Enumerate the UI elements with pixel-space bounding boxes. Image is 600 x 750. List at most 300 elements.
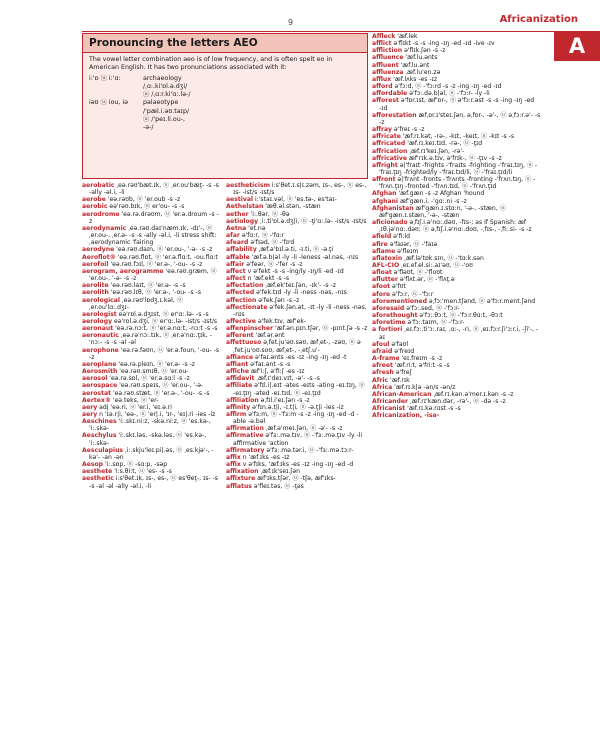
entry-pronunciation: ə'flʌt.ər, ⓤ -'flʌţ.ə [397, 276, 455, 284]
dictionary-entry [226, 368, 368, 375]
entry-pronunciation: 'æf.lu.ənts [403, 54, 438, 62]
entry-headword: afflux [372, 75, 392, 83]
entry-column-3 [372, 33, 542, 419]
entry-pronunciation: ə'fɪəd, ⓤ -'fɪrd [248, 239, 295, 247]
entry-headword: affluent [372, 61, 399, 69]
dictionary-entry [372, 40, 542, 47]
entry-pronunciation: 'æf.lek [395, 33, 418, 40]
entry-pronunciation: ˌæf.ə'meɪ.ʃən, ⓤ -ə'- -s -z [263, 425, 343, 433]
page-number: 9 [288, 18, 294, 27]
entry-headword: aflatoxin [372, 254, 403, 262]
entry-pronunciation: æf'i:ʃ, ə'fi:ʃ -es -ɪz [249, 368, 305, 376]
dictionary-entry [372, 112, 542, 126]
entry-pronunciation: 'eə.rə.fəʊn, ⓤ 'er.ə.foun, '-ou- -s -z [89, 346, 220, 361]
entry-headword: aforetime [372, 319, 406, 327]
dictionary-entry [226, 475, 368, 482]
entry-pronunciation: 'eə.rəʊ.stæt, ⓤ 'er.ə-, '-ou- -s -s [111, 389, 210, 397]
dictionary-entry [82, 390, 220, 397]
entry-headword: aerology [82, 317, 113, 325]
entry-pronunciation: adj 'eə.ri, ⓤ 'er.i, 'eɪ.ə.ri [97, 403, 173, 411]
entry-pronunciation: ə'fleɪ.təs, ⓤ -ţəs [251, 482, 304, 490]
entry-pronunciation: ˌeə.rəʊ'bæt.ɪk, ⓤ ˌer.ou'bæţ- -s -s -ally -əl.i, -li [89, 182, 219, 197]
entry-headword: afield [372, 233, 392, 241]
entry-headword: afresh [372, 369, 394, 377]
entry-pronunciation: 'eə.rəʊ.flɒt, ⓤ 'er.ə.flɑ:t, -ou.flɑ:t [115, 253, 218, 261]
entry-pronunciation: ə'fleɪm [395, 247, 419, 255]
entry-headword: affidavit [226, 375, 255, 383]
entry-headword: Afghanistan [372, 204, 414, 212]
dictionary-entry [372, 355, 542, 362]
panel-row [89, 83, 361, 91]
entry-headword: aforesaid [372, 304, 405, 312]
dictionary-entry [372, 162, 542, 176]
dictionary-entry [226, 203, 368, 210]
entry-headword: aeronautic [82, 332, 119, 340]
dictionary-entry [372, 190, 542, 197]
entry-headword: affair [226, 260, 245, 268]
entry-headword: aforementioned [372, 297, 427, 305]
dictionary-entry [372, 248, 542, 255]
entry-headword: affiche [226, 368, 249, 376]
entry-headword: affright [372, 161, 398, 169]
panel-row-example: palaeotype [143, 99, 179, 107]
entry-pronunciation: ə|'fraɪt -frights -'fraɪts -frighting -'fraɪ.tɪŋ, ⓤ -'fraɪ.ţɪŋ -frighted/ly -'fraɪ.tɪd/li, ⓤ -'fraɪ.ţɪd/li [379, 161, 538, 176]
dictionary-entry [226, 411, 368, 425]
dictionary-entry [226, 196, 368, 203]
entry-pronunciation: 'æf.rɪ.kət, -rə-, -kɪt, -keɪt, ⓤ -kɪt -s -s [400, 133, 515, 141]
panel-row [89, 124, 361, 132]
entry-pronunciation: ə'fɜ:.mə.tɪv, ⓤ -'fɜ:.mə.ţɪv -ly -li affirmative 'action [233, 432, 363, 447]
entry-headword: aerosol [82, 375, 108, 383]
entry-headword: Aerosmith [82, 368, 118, 376]
dictionary-entry [82, 203, 220, 210]
running-head: Africanization [499, 14, 578, 25]
entry-pronunciation: ə'fɒr.ɪst, æf'ɒr-, ⓤ ə'fɔ:r.əst -s -s -ing -ɪŋ -ed -ɪd [379, 97, 535, 112]
entry-pronunciation: æf'rɪk.ə.tɪv, ə'frɪk-, ⓤ -ţɪv -s -z [406, 154, 502, 162]
dictionary-entry [82, 361, 220, 368]
dictionary-entry [82, 347, 220, 361]
entry-pronunciation: 'æf.lʌks -es -ɪz [391, 75, 438, 83]
entry-pronunciation: 'eə.rəʊ.speɪs, ⓤ 'er.ou-, '-ə- [117, 382, 204, 390]
entry-pronunciation: n 'æf.ɪks -es -ɪz [240, 453, 290, 461]
entry-headword: affluenza [372, 68, 404, 76]
dictionary-entry [372, 412, 542, 419]
entry-headword: afflict [372, 40, 392, 48]
entry-pronunciation: eə'rɒl.ə.dʒɪst, ⓤ er'ɑ:.lə- -s -s [116, 310, 209, 318]
entry-headword: afire [372, 240, 388, 248]
entry-headword: aery [82, 403, 98, 411]
entry-pronunciation: 'æf.rɪk [388, 376, 410, 384]
entry-headword: Aetna [226, 224, 247, 232]
dictionary-entry [82, 289, 220, 296]
entry-pronunciation: ə'fek.tɪd -ly -li -ness -nəs, -nɪs [254, 289, 347, 297]
entry-headword: afforest [372, 97, 399, 105]
dictionary-entry [82, 432, 220, 446]
dictionary-entry [226, 483, 368, 490]
dictionary-entry [372, 219, 542, 233]
entry-pronunciation: ə'faʊl [389, 340, 409, 348]
entry-headword: a fortiori [372, 326, 403, 334]
entry-pronunciation: i:'staɪ.vəl, ⓤ 'es.tə-, es'taɪ- [253, 196, 337, 204]
entry-pronunciation: ˌæf.rɪ'kæn.dər, -rə'-, ⓤ -də -s -z [408, 397, 506, 405]
dictionary-entry [82, 332, 220, 346]
entry-headword: affluence [372, 54, 404, 62]
entry-pronunciation: ˌeə.rəʊ.daɪ'næm.ɪk, -dɪ'-, ⓤ ˌer.ou-, ˌer.ə- -s -s -ally -əl.i, -li stress shift: ˌaerodynamic 'fairing [89, 224, 217, 247]
entry-headword: aflame [372, 247, 396, 255]
entry-headword: aerodynamic [82, 224, 127, 232]
entry-headword: affect [226, 267, 246, 275]
dictionary-entry [372, 326, 542, 340]
entry-headword: affectation [226, 282, 264, 290]
entry-headword: aerodrome [82, 210, 120, 218]
entry-pronunciation: ə'faɪ.ənt -s -s [248, 360, 291, 368]
entry-pronunciation: æf'ɪks.tʃər, ⓤ -tʃə, æf'ɪks- [255, 475, 336, 483]
dictionary-entry [82, 211, 220, 225]
dictionary-entry [372, 255, 542, 262]
entry-pronunciation: ˌi:.ti'ɒl.ə.dʒ|i, ⓤ -ţi'ɑ:.lə- -ist/s -ɪst/s [258, 217, 367, 225]
entry-headword: Africanization, -isa- [372, 412, 440, 420]
entry-pronunciation: 'eə.teks, ⓤ 'er- [110, 396, 159, 404]
entry-headword: affability [226, 246, 257, 254]
entry-pronunciation: ˌi:.skju'leɪ.pi|.əs, ⓤ ˌes.kjə'-, -kə'- -an -ən [89, 446, 214, 461]
entry-pronunciation: ə'freʃ [393, 369, 412, 377]
entry-headword: aerolith [82, 289, 109, 297]
entry-headword: Africanist [372, 405, 406, 413]
entry-pronunciation: ə'freɪd [392, 347, 415, 355]
entry-headword: afar [226, 232, 240, 240]
dictionary-entry [226, 268, 368, 275]
panel-row-example: archaeology [143, 74, 182, 82]
entry-pronunciation: ə'freɪ -s -z [391, 126, 425, 134]
entry-pronunciation: eə'rɒl.ə.dʒi, ⓤ er'ɑ:.lə- -ist/s -ɪst/s [112, 317, 218, 325]
entry-headword: AFL-CIO [372, 262, 400, 269]
entry-pronunciation: ə'fek.ʃən.ət, -ɪt -ly -li -ness -nəs, -nɪs [233, 303, 367, 318]
entry-headword: Aeschines [82, 418, 117, 426]
entry-pronunciation: ə'fek.tɪv, æf'ek- [255, 317, 307, 325]
entry-headword: aerogram, aerogramme [82, 267, 164, 275]
entry-headword: aerologist [82, 310, 117, 318]
entry-pronunciation: æfˌɒr.ɪ'steɪ.ʃən, əˌfɒr-, -ə'-, ⓤ əˌfɔ:r.ə'- -s -z [379, 111, 541, 126]
panel-row-spelling: iəʊ ⓤ iou, iə [89, 99, 129, 107]
entry-headword: affirm [226, 411, 247, 418]
dictionary-entry [226, 282, 368, 289]
dictionary-entry [226, 361, 368, 368]
entry-pronunciation: əˌfɔ:'men.tʃənd, ⓤ əˈfɔ:r.ment.ʃənd [426, 297, 536, 305]
dictionary-entry [372, 276, 542, 283]
entry-headword: affable [226, 253, 250, 261]
entry-headword: aetiology [226, 217, 259, 225]
entry-pronunciation: 'æf.rɪ.keɪ.tɪd, -rə-, ⓤ -ţɪd [405, 140, 483, 148]
entry-pronunciation: 'eə.rə.sɒl, ⓤ 'er.ə.sɑ:l -s -z [107, 375, 190, 383]
dictionary-entry [372, 148, 542, 155]
entry-pronunciation: ə'flɪkt -s -s -ing -ɪŋ -ed -ɪd -ive -ɪv [391, 40, 495, 48]
panel-row-spelling: i:'ɒ ⓤ i:'ɑ: [89, 74, 121, 82]
dictionary-entry [372, 69, 542, 76]
entry-headword: African-American [372, 390, 432, 398]
dictionary-entry [372, 233, 542, 240]
dictionary-entry [82, 246, 220, 253]
dictionary-entry [226, 254, 368, 261]
entry-headword: affectionate [226, 303, 268, 311]
panel-row-spelling [89, 108, 143, 116]
entry-headword: affirmatory [226, 446, 265, 454]
entry-pronunciation: 'i:.skɪ.ləs, -skə.ləs, ⓤ 'es.kə-, 'i:.skə- [89, 432, 207, 447]
panel-row [89, 116, 361, 124]
entry-headword: aerospace [82, 382, 118, 390]
dictionary-entry [372, 369, 542, 376]
entry-pronunciation: ˌæf.rɪ'keɪ.ʃən, -rə'- [407, 147, 465, 155]
panel-body [83, 53, 367, 136]
entry-headword: Africander [372, 397, 409, 405]
dictionary-entry [82, 311, 220, 318]
entry-pronunciation: i:s'θet.ɪ.s|ɪ.zəm, ɪs-, es-, ⓤ es-, ɪs- -ist/s -ɪst/s [233, 182, 367, 197]
entry-column-2 [226, 182, 368, 490]
dictionary-entry [372, 97, 542, 111]
entry-headword: affix [226, 453, 241, 461]
entry-pronunciation: ə'fɔ:.də.b|əl, ⓤ -'fɔ:r- -ly -li [407, 90, 490, 98]
dictionary-entry [372, 241, 542, 248]
entry-pronunciation: 'eə.rəʊ.fɔɪl, ⓤ 'er.ə-, '-ou- -s -z [108, 260, 203, 268]
entry-pronunciation: 'eə.rə.nɔ:t, ⓤ 'er.ə.nɑ:t, -nɔ:t -s -s [113, 325, 218, 333]
entry-headword: aestival [226, 196, 254, 204]
entry-pronunciation: əˌfet.ju'əʊ.səʊ, æfˌet-, -zəʊ, ⓤ əˌfet.ju'oʊ.soʊ, æfˌet-, -ˌetʃ.u'- [233, 339, 361, 354]
entry-headword: aerobe [82, 196, 106, 204]
dictionary-entry [82, 404, 220, 411]
dictionary-entry [226, 325, 368, 332]
dictionary-entry [372, 405, 542, 412]
entry-pronunciation: 'æf.gæn -s -z Afghan 'hound [396, 190, 485, 198]
dictionary-entry [372, 140, 542, 147]
entry-pronunciation: ə'fi:ld [391, 233, 411, 241]
entry-headword: Aeroflot® [82, 253, 116, 261]
dictionary-entry [82, 182, 220, 196]
dictionary-entry [226, 432, 368, 446]
entry-pronunciation: ˌeə.rəʊ'lɒdʒ.ɪ.kəl, ⓤ ˌer.ou'lɑ:.dʒɪ- [89, 296, 183, 311]
entry-headword: aesthete [82, 468, 113, 476]
entry-headword: Aethelstan [226, 203, 264, 211]
entry-headword: aerodyne [82, 246, 115, 254]
entry-pronunciation: ˌæf.ɪk'seɪ.ʃən [258, 468, 300, 476]
panel-row [89, 91, 361, 99]
entry-headword: affiance [226, 353, 254, 361]
entry-pronunciation: ˌeə.rə'nɔ:.tɪk, ⓤ ˌer.ə'nɑ:.ţɪk, -'nɔ:- -s -s -al -əl [89, 332, 212, 347]
entry-headword: afloat [372, 269, 392, 277]
entry-headword: afreet [372, 362, 393, 370]
entry-pronunciation: 'eɪ.freɪm -s -z [399, 355, 443, 363]
panel-row [89, 108, 361, 116]
entry-pronunciation: ə'fɪl.i|.eɪt -ates -eɪts -ating -eɪ.tɪŋ, ⓤ -eɪ.ţɪŋ -ated -eɪ.tɪd, ⓤ -eɪ.ţɪd [233, 382, 365, 397]
entry-pronunciation: 'eə.rə.pleɪn, ⓤ 'er.ə- -s -z [116, 360, 195, 368]
entry-pronunciation: ə'flɪk.ʃən -s -z [402, 47, 446, 55]
entry-pronunciation: ˌæf.ek'teɪ.ʃən, -ɪk'- -s -z [263, 282, 336, 290]
entry-headword: afore [372, 290, 391, 298]
entry-headword: aerological [82, 296, 120, 304]
dictionary-entry [372, 341, 542, 348]
entry-pronunciation: ə'fɔ:.taɪm, ⓤ -'fɔ:r- [405, 319, 465, 327]
dictionary-entry [82, 268, 220, 282]
entry-headword: affricative [372, 154, 407, 162]
panel-intro: The vowel letter combination aeo is of low frequency, and is often spelt eo in American English. It has two pronunciations associated with it: [89, 56, 333, 72]
panel-row-example: /ˌɑ:.ki'ɒl.ə.dʒi/ [143, 82, 188, 90]
entry-headword: aforethought [372, 312, 418, 320]
dictionary-entry [372, 54, 542, 61]
entry-pronunciation: ə'fɜ:.mə.tər.i, ⓤ -'fɜ:.mə.tɔ:r- [264, 446, 354, 454]
dictionary-entry [226, 182, 368, 196]
entry-headword: affected [226, 289, 255, 297]
entry-headword: affordable [372, 90, 408, 98]
entry-pronunciation: ə'faɪ.ənts -es -ɪz -ing -ɪŋ -ed -t [253, 353, 347, 361]
dictionary-entry [82, 397, 220, 404]
entry-headword: Afghan [372, 190, 397, 198]
dictionary-entry [372, 348, 542, 355]
dictionary-entry [372, 298, 542, 305]
entry-pronunciation: ˌæf.rɪ.kən.ə'mer.ɪ.kən -s -z [431, 390, 514, 398]
entry-headword: Aertex® [82, 396, 111, 404]
entry-pronunciation: ə'fɜ:m, ⓤ -'fɜ:m -s -z -ing -ɪŋ -ed -d -able -ə.bəl [233, 411, 359, 426]
entry-pronunciation: ˌæf.ə'bɪl.ə.ti, -ɪ.ti, ⓤ -ə.ţi [256, 246, 334, 254]
entry-headword: Afric [372, 376, 389, 384]
dictionary-entry [372, 362, 542, 369]
entry-headword: afforestation [372, 111, 417, 119]
dictionary-entry [82, 225, 220, 246]
entry-headword: afferent [226, 332, 254, 340]
dictionary-entry [226, 297, 368, 304]
dictionary-entry [226, 218, 368, 225]
dictionary-entry [226, 382, 368, 396]
panel-row-example: -ə-/ [143, 124, 154, 132]
entry-headword: affliction [372, 47, 403, 55]
entry-headword: aery [82, 411, 98, 418]
entry-pronunciation: 'eə.rəʊb, ⓤ 'er.oub -s -z [105, 196, 181, 204]
panel-row [89, 99, 361, 107]
entry-pronunciation: ˌæf.lə'tɒk.sɪn, ⓤ -'tɑ:k.sən [402, 254, 484, 262]
entry-headword: affective [226, 317, 256, 325]
dictionary-entry [82, 254, 220, 261]
panel-rows [89, 75, 361, 133]
entry-headword: afoot [372, 283, 391, 291]
entry-headword: aether [226, 210, 249, 218]
entry-pronunciation: ə'fek.ʃən -s -z [256, 296, 300, 304]
entry-headword: aflutter [372, 276, 398, 284]
entry-headword: Aeschylus [82, 432, 117, 440]
dictionary-entry [226, 447, 368, 454]
entry-pronunciation: 'æf.ər.ənt [253, 332, 285, 340]
entry-pronunciation: 'i:.skɪ.ni:z, -skə.ni:z, ⓤ 'es.kə-, 'i:.skə- [89, 418, 211, 433]
panel-row-spelling [89, 124, 143, 132]
entry-pronunciation: əˌfɪʃ.i.ə'nɑ:.dəʊ, -fɪs-; as if Spanish: æfˌɪθ.jə'nɑ:.dəʊ; ⓤ əˌfɪʃ.i.ə'nɑ:.doʊ, -ˌfɪs-, -ˌfi:.si- -s -z [379, 219, 532, 234]
entry-headword: affray [372, 126, 392, 134]
dictionary-entry [226, 397, 368, 404]
entry-headword: affirmative [226, 432, 264, 440]
entry-pronunciation: ə'fɔ:.sed, ⓤ -'fɔ:r- [404, 304, 460, 312]
entry-pronunciation: n 'æf.ekt -s -s [245, 275, 290, 283]
entry-column-1 [82, 182, 220, 490]
entry-headword: afoul [372, 340, 390, 348]
entry-headword: aficionado [372, 219, 408, 227]
dictionary-entry [82, 475, 220, 489]
entry-headword: aeroplane [82, 360, 117, 368]
dictionary-entry [226, 354, 368, 361]
entry-headword: affricated [372, 140, 406, 148]
panel-row-example: ⓤ /'peɪ.li.ou-, [143, 116, 185, 124]
dictionary-entry [372, 391, 542, 398]
panel-title: Pronouncing the letters AEO [83, 34, 367, 53]
dictionary-entry [226, 246, 368, 253]
entry-pronunciation: 'eə.rə.drəʊm, ⓤ 'er.ə.droum -s -z [89, 210, 219, 225]
entry-pronunciation: 'et.nə [246, 224, 266, 232]
entry-pronunciation: ə'fɔ:d, ⓤ -'fɔ:rd -s -z -ing -ɪŋ -ed -ɪd [392, 83, 502, 91]
entry-pronunciation: 'æf.lu.ənt [398, 61, 430, 69]
entry-pronunciation: 'eə.rəʊ.daɪn, ⓤ 'er.ou-, '-ə- -s -z [114, 246, 213, 254]
dictionary-entry [82, 261, 220, 268]
entry-headword: aerolite [82, 282, 109, 290]
dictionary-entry [226, 404, 368, 411]
entry-pronunciation: ˌeɪ.ef.el.si:.aɪ'əʊ, ⓤ -'oʊ [399, 262, 473, 269]
entry-headword: affix [226, 461, 241, 469]
entry-headword: affiliation [226, 396, 259, 404]
dictionary-entry [372, 283, 542, 290]
entry-pronunciation: 'æf.rɪ.k|ə -an/s -ən/z [392, 383, 456, 391]
entry-pronunciation: ə|'frʌnt -fronts -'frʌnts -fronting -'frʌn.tɪŋ, ⓤ -'frʌn.ţɪŋ -fronted -'frʌn.tɪd, ⓤ -'frʌn.ţɪd [379, 176, 536, 191]
entry-headword: afford [372, 83, 393, 91]
entry-headword: aesthetic [82, 475, 114, 483]
entry-pronunciation: 'æf.ə.b|əl -ly -li -leness -əl.nəs, -nɪs [249, 253, 359, 261]
entry-pronunciation: 'æf.ən.pɪn.tʃər, ⓤ -pɪnt.ʃə -s -z [273, 325, 368, 333]
dictionary-entry [372, 62, 542, 69]
dictionary-entry [226, 461, 368, 468]
entry-pronunciation: i:s'θet.ɪk, ɪs-, es-, ⓤ es'θeţ-, ɪs- -s -s -al -əl -ally -əl.i, -li [89, 475, 218, 490]
dictionary-entry [82, 297, 220, 311]
dictionary-entry [226, 454, 368, 461]
entry-headword: affricate [372, 133, 401, 141]
entry-pronunciation: 'æf.ri:t, ə'fri:t -s -s [392, 362, 450, 370]
entry-pronunciation: ə'fɑ:r, ⓤ -'fɑ:r [239, 232, 285, 240]
dictionary-entry [372, 47, 542, 54]
entry-pronunciation: 'i:s.θi:t, ⓤ 'es- -s -s [112, 468, 172, 476]
panel-row-spelling [89, 116, 143, 124]
pronunciation-panel [82, 33, 368, 179]
entry-headword: aerobic [82, 203, 108, 211]
entry-headword: affenpinscher [226, 325, 274, 333]
entry-pronunciation: æf'gæn.ɪ.stɑ:n, '-ə-, -stæn, ⓤ æf'gæn.ɪ.stæn, '-ə-, -stæn [379, 204, 506, 219]
entry-pronunciation: eə'rəʊ.bɪk, ⓤ er'ou- -s -s [107, 203, 185, 211]
entry-pronunciation: ə'fɔ:.θɔ:t, ⓤ -'fɔ:r.θɑ:t, -θɔ:t [417, 312, 503, 320]
entry-pronunciation: ˌeɪ.fɔ:.ti'ɔ:.raɪ, ˌɑ:-, -ri, ⓤ ˌeɪ.fɔ:r.ʃi'ɔ:r.i, -ʃi'-, -aɪ [379, 326, 539, 341]
entry-headword: affixture [226, 475, 256, 483]
dictionary-entry [82, 418, 220, 432]
entry-headword: affect [226, 275, 246, 283]
entry-pronunciation: æf'gæn.i, -'gɑ:.ni -s -z [398, 197, 467, 205]
section-tab: A [554, 31, 600, 61]
entry-headword: Affleck [372, 33, 396, 40]
entry-pronunciation: ə'fləʊt, ⓤ -'floʊt [391, 269, 443, 277]
entry-headword: afraid [372, 347, 393, 355]
entry-headword: aerofoil [82, 260, 109, 268]
entry-headword: afeard [226, 239, 249, 247]
entry-pronunciation: ə'fɪn.ə.t|i, -ɪ.t|i, ⓤ -ə.ţ|i -ies -iz [250, 403, 344, 411]
dictionary-entry [372, 377, 542, 384]
entry-pronunciation: 'eə.rəʊ.græm, ⓤ 'er.ou-, '-ə- -s -z [89, 267, 217, 283]
dictionary-entry [372, 155, 542, 162]
entry-headword: affirmation [226, 425, 264, 433]
entry-pronunciation: 'eə.rəʊ.lɪθ, ⓤ 'er.ə-, '-ou- -s -s [108, 289, 201, 297]
entry-headword: afghani [372, 197, 399, 205]
entry-headword: affettuoso [226, 339, 262, 347]
entry-pronunciation: ə'fʊt [390, 283, 406, 291]
dictionary-entry [82, 382, 220, 389]
entry-pronunciation: ˌæf.lu'en.zə [403, 68, 441, 76]
dictionary-entry [372, 198, 542, 205]
